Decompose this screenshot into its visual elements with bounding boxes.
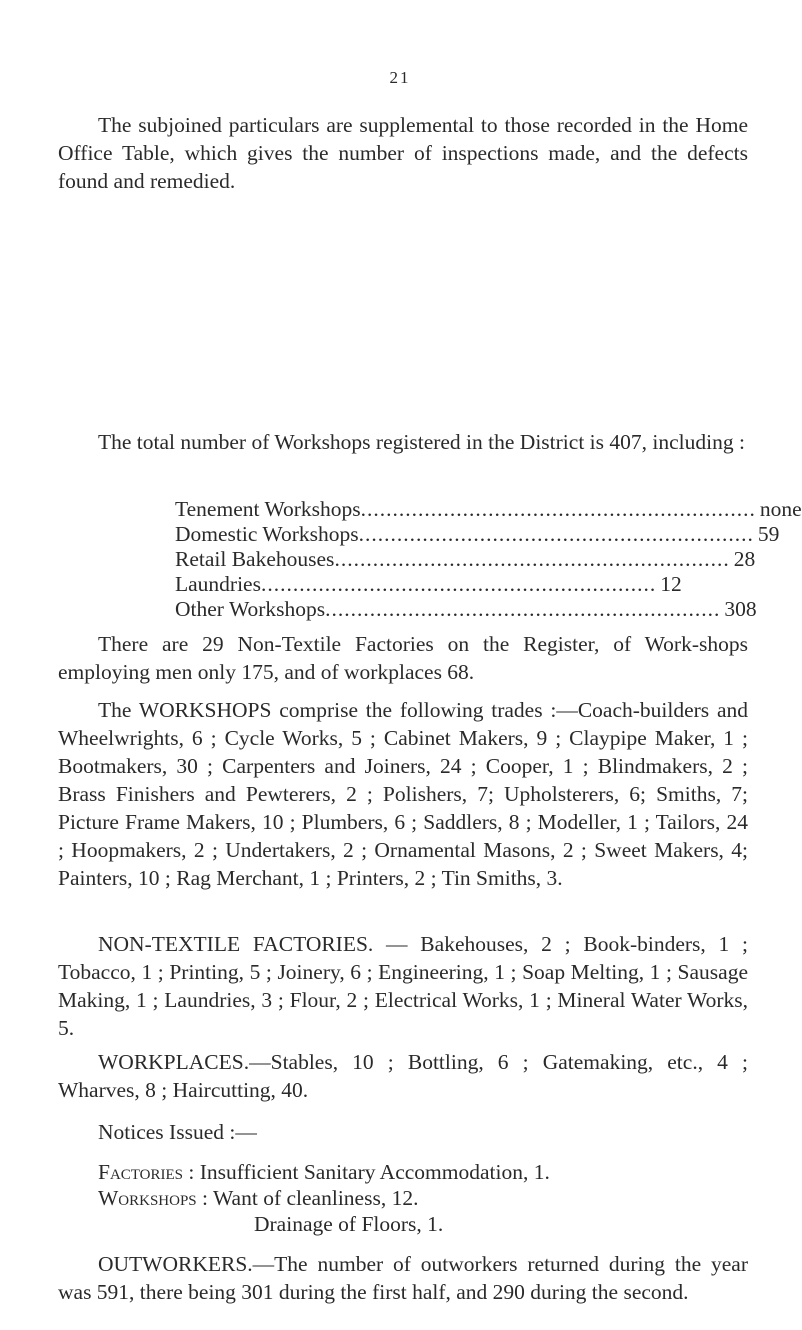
list-item — [175, 522, 780, 547]
workplaces-text: WORKPLACES.—Stables, 10 ; Bottling, 6 ; Gatemaking, etc., 4 ; Wharves, 8 ; Haircutting, 40. — [58, 1050, 748, 1102]
list-item-label: Retail Bakehouses — [175, 547, 335, 571]
workshops-trades-paragraph — [58, 696, 748, 892]
register-text: There are 29 Non-Textile Factories on the Register, of Work-shops employing men only 175, and of workplaces 68. — [58, 632, 748, 684]
leader-dots: .............................................................. — [358, 522, 754, 546]
register-paragraph — [58, 630, 748, 686]
leader-dots: .............................................................. — [334, 547, 730, 571]
intro-text: The subjoined particulars are supplemental to those recorded in the Home Office Table, which gives the number of inspections made, and the defects found and remedied. — [58, 113, 748, 193]
list-item-value: 12 — [660, 572, 682, 596]
leader-dots: .............................................................. — [325, 597, 721, 621]
list-item — [175, 597, 757, 622]
list-item-label: Tenement Workshops — [175, 497, 361, 521]
list-item-label: Laundries — [175, 572, 261, 596]
notice-workshops-label: Workshops — [98, 1186, 197, 1210]
notice-drainage-text: Drainage of Floors, 1. — [254, 1212, 444, 1236]
list-item-value: 59 — [757, 522, 780, 546]
outworkers-text: OUTWORKERS.—The number of outworkers returned during the year was 591, there being 301 during the first half, and 290 during the second. — [58, 1252, 748, 1304]
leader-dots: .............................................................. — [360, 497, 756, 521]
list-item-label: Other Workshops — [175, 597, 326, 621]
notice-workshops-text: : Want of cleanliness, 12. — [202, 1186, 419, 1210]
list-item-label: Domestic Workshops — [175, 522, 359, 546]
notice-drainage — [254, 1210, 443, 1238]
non-textile-paragraph — [58, 930, 748, 1042]
total-text: The total number of Workshops registered in the District is 407, including : — [98, 430, 745, 454]
non-textile-text: NON-TEXTILE FACTORIES. — Bakehouses, 2 ; Book-binders, 1 ; Tobacco, 1 ; Printing, 5 ; Joinery, 6 ; Engineering, 1 ; Soap Melting, 1 ; Sausage Making, 1 ; Laundries, 3 ; Flour, 2 ; Electrical Works, 1 ; Mineral Water Works, 5. — [58, 932, 748, 1040]
notices-heading: Notices Issued :— — [98, 1120, 257, 1144]
list-item — [175, 572, 682, 597]
page-number: 21 — [389, 68, 411, 87]
notice-workshops — [98, 1184, 418, 1212]
intro-paragraph — [58, 111, 748, 195]
leader-dots: .............................................................. — [260, 572, 657, 596]
total-paragraph — [58, 428, 748, 456]
list-item — [175, 497, 802, 522]
workshops-list — [175, 497, 802, 622]
list-item-value: 28 — [733, 547, 756, 571]
list-item — [175, 547, 756, 572]
notice-factories-text: : Insufficient Sanitary Accommodation, 1. — [188, 1160, 550, 1184]
list-item-value: none — [759, 497, 802, 521]
notice-factories-label: Factories — [98, 1160, 184, 1184]
outworkers-paragraph — [58, 1250, 748, 1306]
workplaces-paragraph — [58, 1048, 748, 1104]
workshops-trades-text: The WORKSHOPS comprise the following trades :—Coach-builders and Wheelwrights, 6 ; Cycle Works, 5 ; Cabinet Makers, 9 ; Claypipe Maker, 1 ; Bootmakers, 30 ; Carpenters and Joiners, 24 ; Cooper, 1 ; Blindmakers, 2 ; Brass Finishers and Pewterers, 2 ; Polishers, 7; Upholsterers, 6; Smiths, 7; Picture Frame Makers, 10 ; Plumbers, 6 ; Saddlers, 8 ; Modeller, 1 ; Tailors, 24 ; Hoopmakers, 2 ; Undertakers, 2 ; Ornamental Masons, 2 ; Sweet Makers, 4; Painters, 10 ; Rag Merchant, 1 ; Printers, 2 ; Tin Smiths, 3. — [58, 698, 748, 890]
notices-heading-block — [58, 1118, 748, 1146]
notice-factories — [98, 1158, 550, 1186]
list-item-value: 308 — [724, 597, 757, 621]
